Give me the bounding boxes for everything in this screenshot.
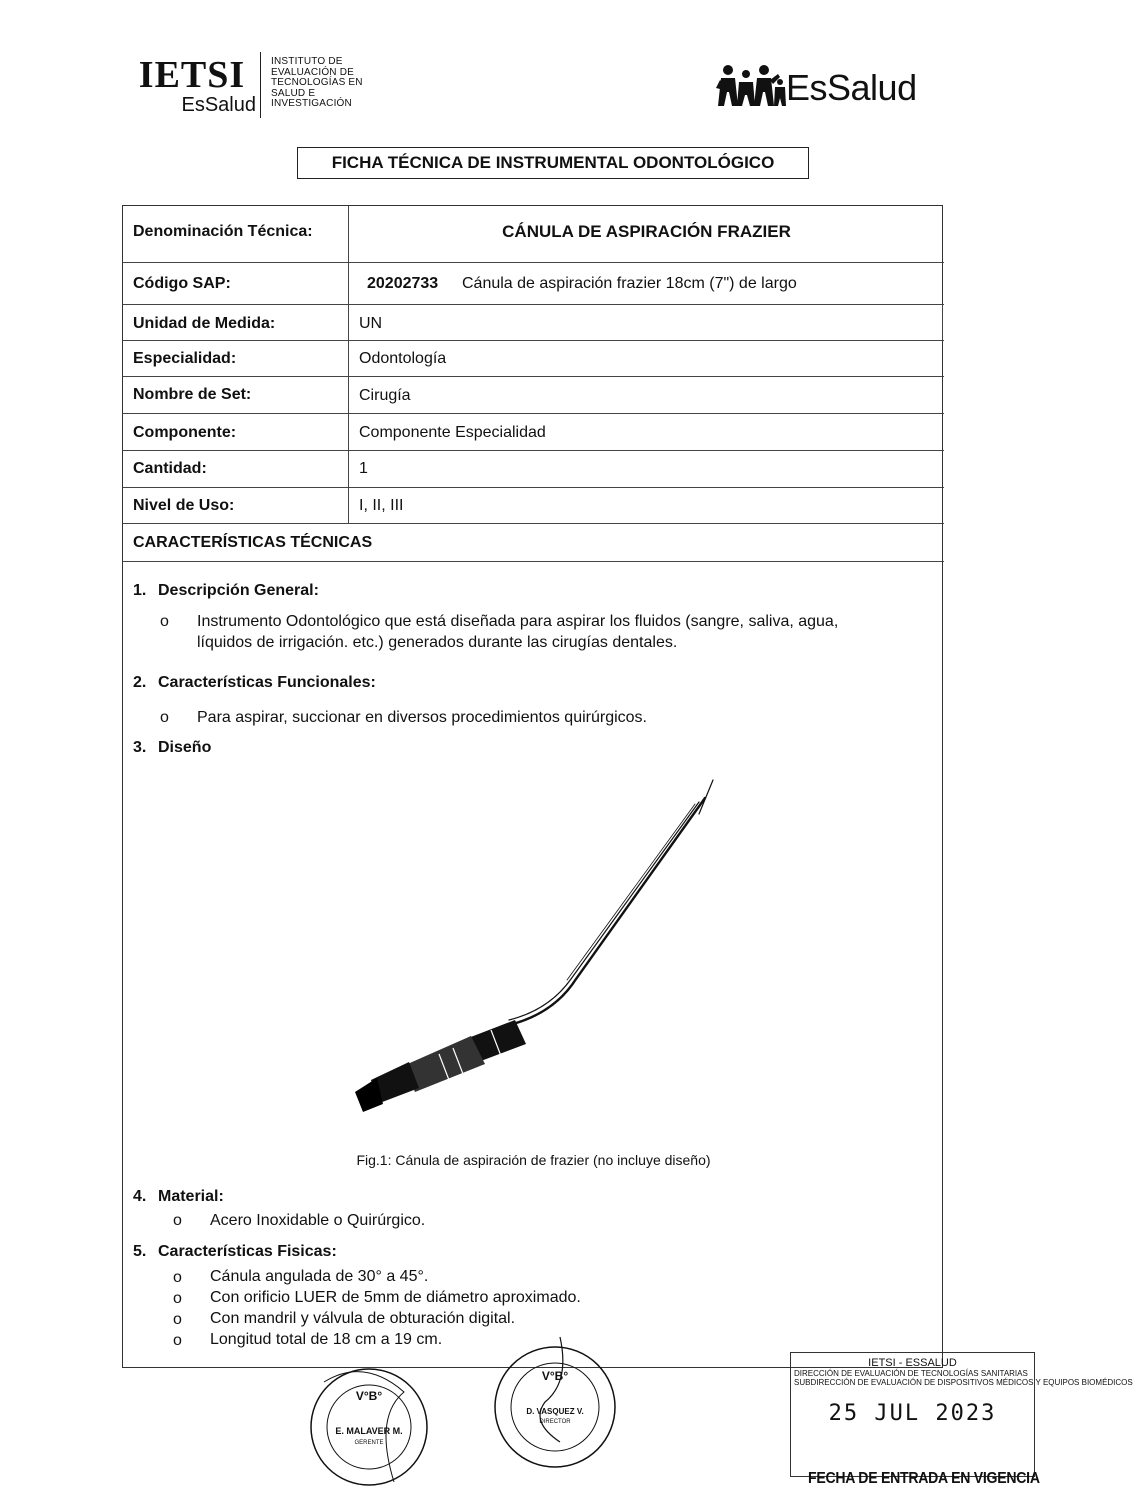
document-title: FICHA TÉCNICA DE INSTRUMENTAL ODONTOLÓGICO bbox=[297, 147, 809, 179]
material-line-1: Acero Inoxidable o Quirúrgico. bbox=[210, 1212, 426, 1229]
stamp-direction bbox=[794, 1369, 1133, 1387]
spec-table bbox=[122, 205, 943, 1368]
row-value-nivel-uso: I, II, III bbox=[359, 497, 404, 514]
stamp-date: 25 JUL 2023 bbox=[828, 1401, 997, 1426]
row-label-unidad: Unidad de Medida: bbox=[133, 315, 276, 332]
row-label-nombre-set: Nombre de Set: bbox=[133, 386, 252, 403]
frazier-cannula-figure bbox=[343, 774, 743, 1134]
descripcion-line-1: Instrumento Odontológico que está diseñada para aspirar los fluidos (sangre, saliva, agua, bbox=[197, 613, 839, 630]
ietsi-full-name: INSTITUTO DE EVALUACIÓN DE TECNOLOGÍAS EN SALUD E INVESTIGACIÓN bbox=[271, 56, 363, 109]
row-value-especialidad: Odontología bbox=[359, 350, 447, 367]
seal-signer-role: DIRECTOR bbox=[539, 1419, 571, 1425]
seal-visto-bueno: V°B° bbox=[355, 1389, 383, 1403]
approval-seal-director bbox=[490, 1342, 620, 1472]
bullet-marker: o bbox=[173, 1212, 182, 1229]
row-divider bbox=[123, 523, 944, 524]
column-divider bbox=[942, 304, 943, 340]
ietsi-logo bbox=[128, 56, 256, 118]
row-label-codigo-sap: Código SAP: bbox=[133, 275, 231, 292]
approval-seal-gerente bbox=[304, 1362, 434, 1492]
row-label-cantidad: Cantidad: bbox=[133, 460, 207, 477]
section-title-funcionales: Características Funcionales: bbox=[158, 674, 376, 691]
seal-signer-name: D. VASQUEZ V. bbox=[526, 1407, 584, 1416]
logo-divider bbox=[260, 52, 261, 118]
row-divider bbox=[123, 340, 944, 341]
row-divider bbox=[123, 413, 944, 414]
stamp-direction-line-2: SUBDIRECCIÓN DE EVALUACIÓN DE DISPOSITIVOS MÉDICOS Y EQUIPOS BIOMÉDICOS bbox=[794, 1378, 1133, 1387]
section-number: 5. bbox=[133, 1243, 147, 1260]
row-value-codigo-sap: Cánula de aspiración frazier 18cm (7") de largo bbox=[462, 275, 797, 292]
row-value-unidad: UN bbox=[359, 315, 383, 332]
figure-caption: Fig.1: Cánula de aspiración de frazier (no incluye diseño) bbox=[356, 1152, 711, 1168]
seal-signer-name: E. MALAVER M. bbox=[335, 1426, 403, 1436]
row-label-denominacion: Denominación Técnica: bbox=[133, 223, 313, 240]
bullet-marker: o bbox=[173, 1332, 182, 1349]
fisicas-item: Longitud total de 18 cm a 19 cm. bbox=[210, 1331, 443, 1348]
stamp-footer: FECHA DE ENTRADA EN VIGENCIA bbox=[808, 1470, 1040, 1487]
section-title-descripcion: Descripción General: bbox=[158, 582, 319, 599]
stamp-org: IETSI - ESSALUD bbox=[868, 1357, 957, 1369]
row-divider bbox=[123, 376, 944, 377]
essalud-logo bbox=[718, 62, 938, 112]
row-label-componente: Componente: bbox=[133, 424, 237, 441]
section-title-material: Material: bbox=[158, 1188, 224, 1205]
ietsi-logo-text: IETSI bbox=[138, 54, 246, 96]
row-value-codigo-sap-code: 20202733 bbox=[367, 275, 439, 292]
section-number: 4. bbox=[133, 1188, 147, 1205]
fisicas-item: Con orificio LUER de 5mm de diámetro aproximado. bbox=[210, 1289, 581, 1306]
row-value-cantidad: 1 bbox=[359, 460, 368, 477]
fisicas-item: Con mandril y válvula de obturación digital. bbox=[210, 1310, 516, 1327]
section-number: 3. bbox=[133, 739, 147, 756]
row-divider bbox=[123, 262, 944, 263]
seal-visto-bueno: V°B° bbox=[541, 1369, 569, 1383]
section-number: 2. bbox=[133, 674, 147, 691]
entry-date-stamp bbox=[790, 1352, 1133, 1477]
bullet-marker: o bbox=[173, 1269, 182, 1286]
row-label-nivel-uso: Nivel de Uso: bbox=[133, 497, 235, 514]
bullet-marker: o bbox=[173, 1290, 182, 1307]
family-figures-icon bbox=[718, 62, 786, 110]
seal-signer-role: GERENTE bbox=[354, 1440, 384, 1446]
essalud-logo-text: EsSalud bbox=[786, 67, 917, 108]
row-divider bbox=[123, 561, 944, 562]
fisicas-item: Cánula angulada de 30° a 45°. bbox=[210, 1268, 429, 1285]
funcionales-line-1: Para aspirar, succionar en diversos procedimientos quirúrgicos. bbox=[197, 709, 647, 726]
ietsi-logo-subtext: EsSalud bbox=[181, 94, 256, 116]
bullet-marker: o bbox=[160, 709, 169, 726]
row-divider bbox=[123, 450, 944, 451]
section-heading-caracteristicas: CARACTERÍSTICAS TÉCNICAS bbox=[133, 534, 373, 551]
section-number: 1. bbox=[133, 582, 147, 599]
stamp-direction-line-1: DIRECCIÓN DE EVALUACIÓN DE TECNOLOGÍAS SANITARIAS bbox=[794, 1369, 1028, 1378]
bullet-marker: o bbox=[173, 1311, 182, 1328]
bullet-marker: o bbox=[160, 613, 169, 630]
column-divider bbox=[348, 206, 349, 524]
section-title-fisicas: Características Fisicas: bbox=[158, 1243, 337, 1260]
row-label-especialidad: Especialidad: bbox=[133, 350, 237, 367]
row-divider bbox=[123, 304, 944, 305]
row-value-nombre-set: Cirugía bbox=[359, 387, 411, 404]
descripcion-line-2: líquidos de irrigación. etc.) generados durante las cirugías dentales. bbox=[197, 634, 678, 651]
section-title-diseno: Diseño bbox=[158, 739, 212, 756]
row-value-componente: Componente Especialidad bbox=[359, 424, 546, 441]
row-divider bbox=[123, 487, 944, 488]
row-value-denominacion: CÁNULA DE ASPIRACIÓN FRAZIER bbox=[502, 222, 791, 241]
